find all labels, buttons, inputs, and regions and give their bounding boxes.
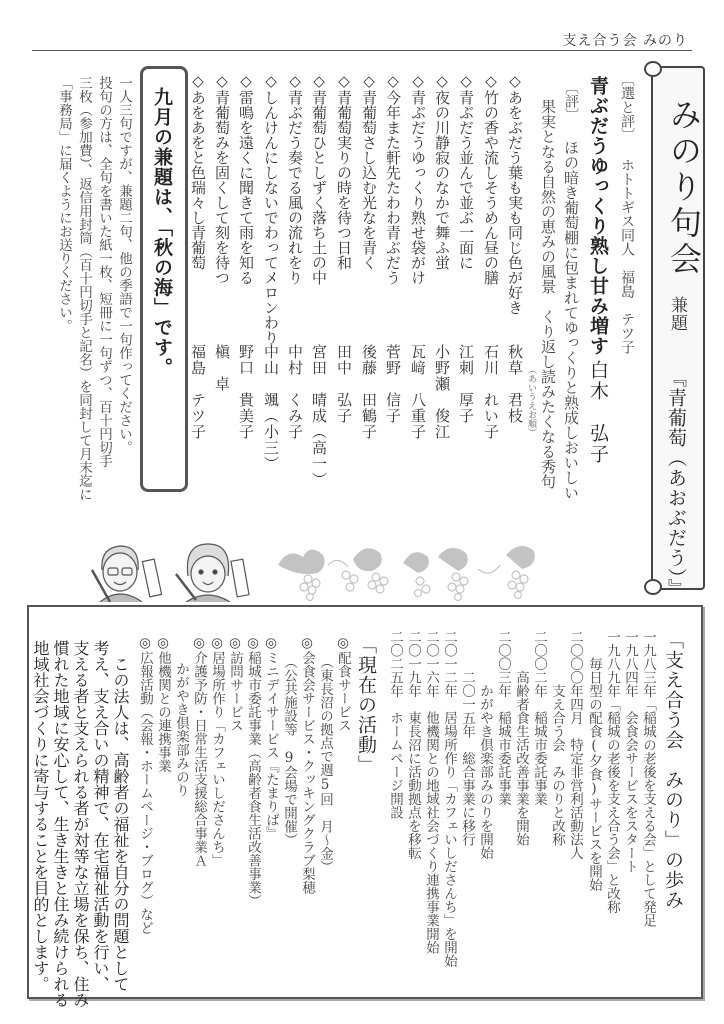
- poem-author: 石川 れい子: [482, 344, 500, 440]
- activity-line: かがやき倶楽部みのり: [173, 635, 189, 797]
- winning-author: 白木 弘子: [587, 360, 609, 465]
- activity-line: ◎稲城市委託事業（高齢者食生活改善事業）: [245, 635, 261, 908]
- activity-line: ◎他機関との連携事業: [155, 635, 171, 773]
- poem-author: 瓦﨑 八重子: [409, 344, 427, 440]
- next-theme-headline: 九月の兼題は、「秋の海」です。: [151, 87, 173, 378]
- history-title: 「支え合う会 みのり」の歩み: [662, 630, 684, 910]
- submission-guide-line: 投句の方は、全句を書いた紙一枚、短冊に一句ずつ、百十円切手: [96, 76, 112, 468]
- activity-line: （東長沼の拠点で週5回 月〜金）: [317, 635, 333, 874]
- mission-statement-line: 慣れた地域に安心して、生き生きと住み続けられる: [51, 640, 70, 1008]
- poem-verse: ◇青葡萄実りの時を待つ日和: [335, 72, 353, 270]
- poem-verse: ◇青ぶだう奏でる風の流れをり: [286, 72, 304, 285]
- poem-verse: ◇あをあをと色瑞々し青葡萄: [189, 72, 207, 270]
- history-line: 一九八九年「稲城の老後を支え合う会」と改称: [604, 630, 620, 914]
- selector-line: [617, 72, 637, 354]
- poem-verse: ◇今年また軒先たわわ青ぶだう: [384, 72, 402, 285]
- poem-author: 野口 貴美子: [237, 344, 255, 440]
- history-line: 二〇一五年 総合事業に移行: [459, 630, 475, 846]
- activity-line: ◎訪問サービス: [227, 635, 243, 732]
- history-line: 支え合う会 みのりと改称: [549, 630, 565, 846]
- poem-author: 中山 颯（小三）: [262, 344, 280, 472]
- history-line: 一九八四年 会食会サービスをスタート: [622, 630, 638, 873]
- theme-label: 兼題: [667, 296, 687, 332]
- poem-verse: ◇青ぶだうゆっくり熟せ袋がけ: [409, 72, 427, 285]
- poem-author: 田中 弘子: [335, 344, 353, 424]
- selection-label: 〔選と評〕: [619, 72, 635, 142]
- history-line: 二〇〇三年 稲城市委託事業: [495, 630, 511, 806]
- theme-title: 『青葡萄（あおぶだう）』: [665, 368, 687, 599]
- newsletter-title: 支え合う会 みのり: [562, 33, 688, 49]
- poem-author: 江刺 厚子: [457, 344, 475, 424]
- activity-line: ◎配食サービス: [335, 635, 351, 732]
- history-line: 高齢者食生活改善事業を開始: [513, 630, 529, 846]
- activity-line: ◎ミニデイサービス『たまりば』: [263, 635, 279, 840]
- mission-statement-line: 地域社会づくりに寄与することを目的とします。: [31, 640, 50, 992]
- poem-verse: ◇しんけんにしないでわってメロンわり: [262, 72, 280, 345]
- activity-line: （公共施設等 9会場で開催）: [281, 635, 297, 847]
- haiku-club-scroll-banner: [651, 66, 705, 599]
- grape-vine-decoration: [268, 535, 568, 601]
- poem-verse: ◇青葡萄ひとしずく落ち土の中: [310, 72, 328, 285]
- poem-verse: ◇青葡萄みを固くして刻を待つ: [213, 72, 231, 285]
- current-activities-title: 「現在の活動」: [355, 635, 377, 775]
- poem-author: 秋草 君枝: [506, 344, 524, 424]
- people-writing-haiku-illustration: [80, 530, 270, 602]
- submission-guide-line: 一人三句ですが、兼題二句、他の季語で一句作ってください。: [116, 76, 132, 454]
- poem-verse: ◇夜の川静寂のなかで舞ふ蛍: [433, 72, 451, 270]
- history-line: 二〇〇二年 稲城市委託事業: [531, 630, 547, 806]
- submission-guide-line: 「事務局」に届くようにお送りください。: [56, 76, 72, 333]
- submission-guide-line: 三枚（参加費）、返信用封筒（百十円切手と記名）を同封して月末迄に: [76, 76, 92, 502]
- next-theme-notice-box: [140, 66, 188, 492]
- poem-author: 宮田 晴成（高一）: [310, 344, 328, 488]
- poem-author: 菅野 信子: [384, 344, 402, 424]
- poem-verse: ◇雷鳴を遠くに聞きて雨を知る: [237, 72, 255, 285]
- poem-verse: ◇あをぶだう葉も実も同じ色が好き: [506, 72, 524, 315]
- critique-line-1: [561, 80, 582, 500]
- winning-verse: 青ぶだうゆっくり熟し甘み増す: [587, 76, 609, 356]
- mission-statement-line: 考え、支え合いの精神で、在宅福祉活動を行い、: [91, 640, 110, 992]
- critique-line-2: 果実となる自然の恵みの風景 くり返し読みたくなる秀句: [539, 99, 557, 489]
- history-line: 二〇一九年 東長沼に活動拠点を移転: [405, 630, 421, 860]
- selector-name: ホトトギス同人 福島 テツ子: [619, 158, 635, 354]
- header-rule: [32, 50, 692, 51]
- poem-verse: ◇青ぶだう並んで並ぶ一面に: [457, 72, 475, 270]
- mission-statement-line: 支える者と支えられる者が対等な立場を保ち、住み: [71, 640, 90, 1008]
- poem-author: 福島 テツ子: [189, 344, 207, 440]
- history-line: 二〇〇〇年四月 特定非営利活動法人: [567, 630, 583, 860]
- history-line: 一九八三年「稲城の老後を支える会」として発足: [640, 630, 656, 927]
- poem-verse: ◇竹の香や流しそうめん昼の膳: [482, 72, 500, 285]
- activity-line: ◎会食会サービス・クッキングクラブ梨穂: [299, 635, 315, 894]
- poem-verse: ◇青葡萄さし込む光なを青く: [360, 72, 378, 270]
- poem-author: 槇 卓: [213, 344, 231, 392]
- mission-statement-line: この法人は、高齢者の福祉を自分の問題として: [111, 640, 130, 992]
- alphabetical-order-note: （あいうえお順）: [526, 365, 536, 437]
- poem-author: 後藤 田鶴子: [360, 344, 378, 440]
- critique-label: 〔評〕: [563, 80, 579, 122]
- history-line: 毎日型の配食(夕食)サービスを開始: [586, 630, 602, 892]
- activity-line: ◎介護予防・日常生活支援総合事業Ａ: [191, 635, 207, 867]
- poem-author: 小野瀬 俊江: [433, 344, 451, 440]
- activity-line: ◎広報活動（会報・ホームページ・ブログ）など: [137, 635, 153, 935]
- history-line: 二〇二五年 ホームページ開設: [387, 630, 403, 819]
- history-line: 二〇一六年 他機関との地域社会づくり連携事業開始: [423, 630, 439, 954]
- critique-text-1: ほの暗き葡萄棚に包まれてゆっくりと熟成しおいしい: [562, 140, 580, 500]
- poem-author: 中村 くみ子: [286, 344, 304, 440]
- history-line: 二〇一二年 居場所作り「カフェいしださんち」を開始: [441, 630, 457, 968]
- history-line: かがやき倶楽部みのりを開始: [477, 630, 493, 860]
- haiku-club-title: みのり句会: [665, 98, 703, 278]
- activity-line: ◎居場所作り「カフェいしださんち」: [209, 635, 225, 867]
